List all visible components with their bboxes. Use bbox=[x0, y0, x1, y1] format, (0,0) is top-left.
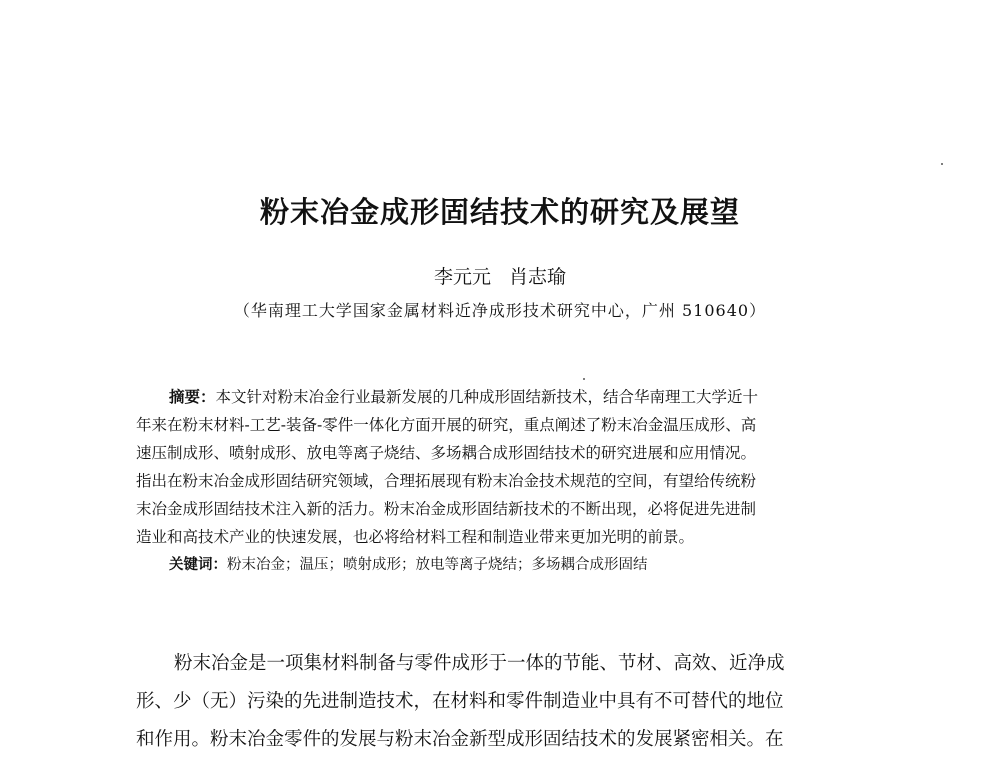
author-name: 李元元 bbox=[433, 266, 491, 288]
keywords bbox=[136, 551, 856, 579]
keywords-label: 关键词： bbox=[169, 556, 227, 573]
body-line: 形、少（无）污染的先进制造技术，在材料和零件制造业中具有不可替代的地位 bbox=[136, 691, 784, 712]
author-name: 肖志瑜 bbox=[509, 266, 567, 288]
abstract-line: 指出在粉末冶金成形固结研究领域，合理拓展现有粉末冶金技术规范的空间，有望给传统粉 bbox=[136, 472, 757, 490]
abstract bbox=[136, 383, 856, 579]
affiliation: （华南理工大学国家金属材料近净成形技术研究中心，广州 510640） bbox=[233, 301, 767, 320]
abstract-line: 末冶金成形固结技术注入新的活力。粉末冶金成形固结新技术的不断出现，必将促进先进制 bbox=[136, 500, 757, 518]
paper-title: 粉末冶金成形固结技术的研究及展望 bbox=[259, 195, 740, 229]
scan-speck bbox=[583, 378, 585, 380]
abstract-line: 速压制成形、喷射成形、放电等离子烧结、多场耦合成形固结技术的研究进展和应用情况。 bbox=[136, 444, 757, 462]
keywords-text: 粉末冶金；温压；喷射成形；放电等离子烧结；多场耦合成形固结 bbox=[227, 557, 648, 573]
body-line: 和作用。粉末冶金零件的发展与粉末冶金新型成形固结技术的发展紧密相关。在 bbox=[136, 729, 784, 750]
body-paragraph bbox=[136, 645, 866, 759]
abstract-text: 本文针对粉末冶金行业最新发展的几种成形固结新技术，结合华南理工大学近十 bbox=[215, 388, 759, 406]
abstract-label: 摘要： bbox=[169, 387, 216, 406]
abstract-line: 造业和高技术产业的快速发展，也必将给材料工程和制造业带来更加光明的前景。 bbox=[136, 528, 695, 546]
author-list bbox=[0, 262, 1000, 289]
abstract-line: 年来在粉末材料-工艺-装备-零件一体化方面开展的研究，重点阐述了粉末冶金温压成形、高 bbox=[136, 416, 757, 434]
scan-speck bbox=[941, 163, 943, 165]
abstract-line bbox=[136, 383, 856, 411]
body-line: 粉末冶金是一项集材料制备与零件成形于一体的节能、节材、高效、近净成 bbox=[174, 653, 785, 674]
